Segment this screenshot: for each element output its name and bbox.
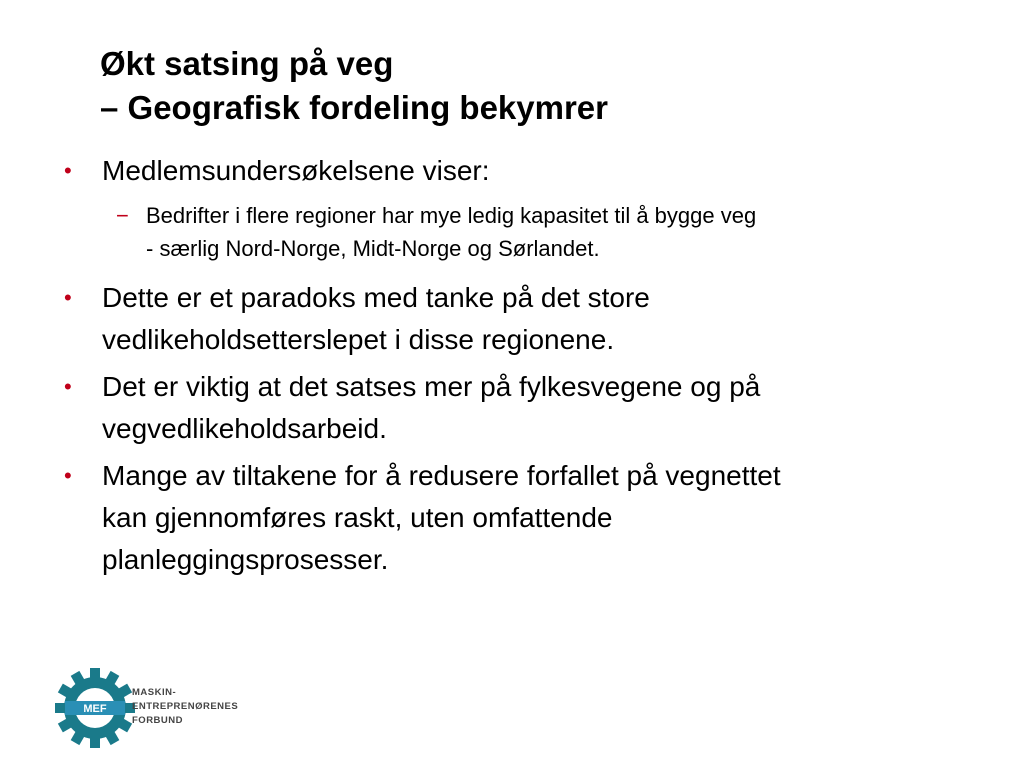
bullet-line-2: kan gjennomføres raskt, uten omfattende xyxy=(102,502,613,533)
sub-bullet-line-2: - særlig Nord-Norge, Midt-Norge og Sørlandet. xyxy=(146,236,600,261)
title-line-1: Økt satsing på veg xyxy=(100,45,394,82)
logo-badge-text: MEF xyxy=(83,703,107,715)
logo-line-3: FORBUND xyxy=(132,715,183,726)
bullet-marker: • xyxy=(64,285,72,310)
bullet-line-1: Det er viktig at det satses mer på fylkesvegene og på xyxy=(102,371,761,402)
logo-line-2: ENTREPRENØRENES xyxy=(132,701,239,712)
bullet-marker: • xyxy=(64,374,72,399)
bullet-line-2: vegvedlikeholdsarbeid. xyxy=(102,413,387,444)
bullet-marker: • xyxy=(64,158,72,183)
logo-line-1: MASKIN- xyxy=(132,687,177,698)
title-line-2: – Geografisk fordeling bekymrer xyxy=(100,89,609,126)
bullet-line-1: Dette er et paradoks med tanke på det store xyxy=(102,282,650,313)
bullet-line-2: vedlikeholdsetterslepet i disse regionene. xyxy=(102,324,615,355)
bullet-text: Medlemsundersøkelsene viser: xyxy=(102,155,490,186)
slide-title xyxy=(100,42,980,130)
bullet-marker: • xyxy=(64,463,72,488)
logo-wordmark xyxy=(132,686,238,728)
bullet-line-3: planleggingsprosesser. xyxy=(102,544,389,575)
bullet-line-1: Mange av tiltakene for å redusere forfallet på vegnettet xyxy=(102,460,781,491)
sub-bullet-marker: − xyxy=(116,203,129,228)
sub-bullet-line-1: Bedrifter i flere regioner har mye ledig kapasitet til å bygge veg xyxy=(146,203,757,228)
